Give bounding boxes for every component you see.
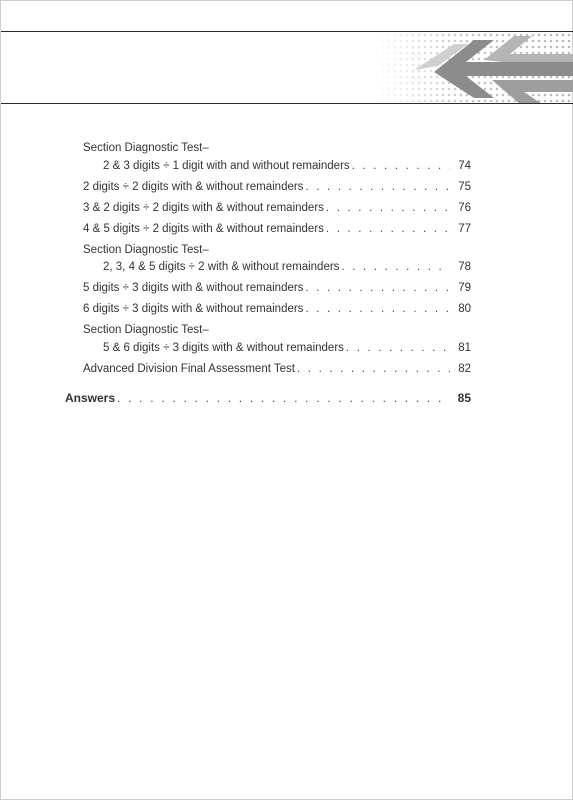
dot-leader (117, 390, 450, 407)
toc-page-number: 75 (458, 180, 471, 193)
toc-entry[interactable] (83, 221, 471, 239)
dot-leader (341, 259, 450, 277)
toc-page-number: 74 (458, 159, 471, 172)
toc-page-number: 82 (458, 362, 471, 375)
toc-entry[interactable] (83, 280, 471, 298)
header-band (1, 31, 573, 104)
toc-entry[interactable] (83, 242, 471, 277)
toc-entry[interactable] (83, 322, 471, 357)
toc-entry-title: 2 digits ÷ 2 digits with & without remainders (83, 180, 304, 193)
dot-leader (305, 301, 450, 319)
table-of-contents (83, 140, 471, 382)
answers-label: Answers (65, 391, 116, 405)
toc-page-number: 79 (458, 282, 471, 294)
toc-page-number: 78 (458, 261, 471, 273)
toc-entry-title: 3 & 2 digits ÷ 2 digits with & without remainders (83, 201, 324, 214)
toc-page-number: 77 (458, 222, 471, 235)
toc-entry-subtitle: 2, 3, 4 & 5 digits ÷ 2 with & without remainders (103, 261, 340, 273)
toc-entry-title: Advanced Division Final Assessment Test (83, 362, 295, 375)
toc-entry-answers[interactable] (65, 390, 471, 407)
toc-page-number: 76 (458, 201, 471, 214)
answers-page-number: 85 (457, 391, 471, 405)
toc-entry[interactable] (83, 179, 471, 197)
dot-leader (305, 179, 450, 197)
toc-entry-title: Section Diagnostic Test– (83, 142, 209, 154)
toc-entry-subtitle: 2 & 3 digits ÷ 1 digit with and without remainders (103, 159, 350, 172)
toc-page-number: 81 (458, 341, 471, 354)
dot-leader (297, 361, 450, 379)
toc-entry-title: 4 & 5 digits ÷ 2 digits with & without remainders (83, 222, 324, 235)
dot-leader (326, 221, 450, 239)
toc-entry[interactable] (83, 200, 471, 218)
toc-entry-title: 6 digits ÷ 3 digits with & without remainders (83, 303, 304, 315)
toc-entry[interactable] (83, 301, 471, 319)
toc-entry[interactable] (83, 361, 471, 379)
toc-entry-title: Section Diagnostic Test– (83, 243, 209, 256)
dot-leader (305, 280, 450, 298)
toc-entry-title: Section Diagnostic Test– (83, 324, 209, 336)
dot-leader (346, 340, 450, 358)
dot-leader (352, 158, 450, 176)
toc-page-number: 80 (458, 303, 471, 315)
dot-leader (326, 200, 450, 218)
toc-entry-subtitle: 5 & 6 digits ÷ 3 digits with & without remainders (103, 341, 344, 354)
toc-entry-title: 5 digits ÷ 3 digits with & without remainders (83, 282, 304, 294)
gray-arrows-halftone-icon (374, 32, 573, 104)
toc-entry[interactable] (83, 140, 471, 175)
